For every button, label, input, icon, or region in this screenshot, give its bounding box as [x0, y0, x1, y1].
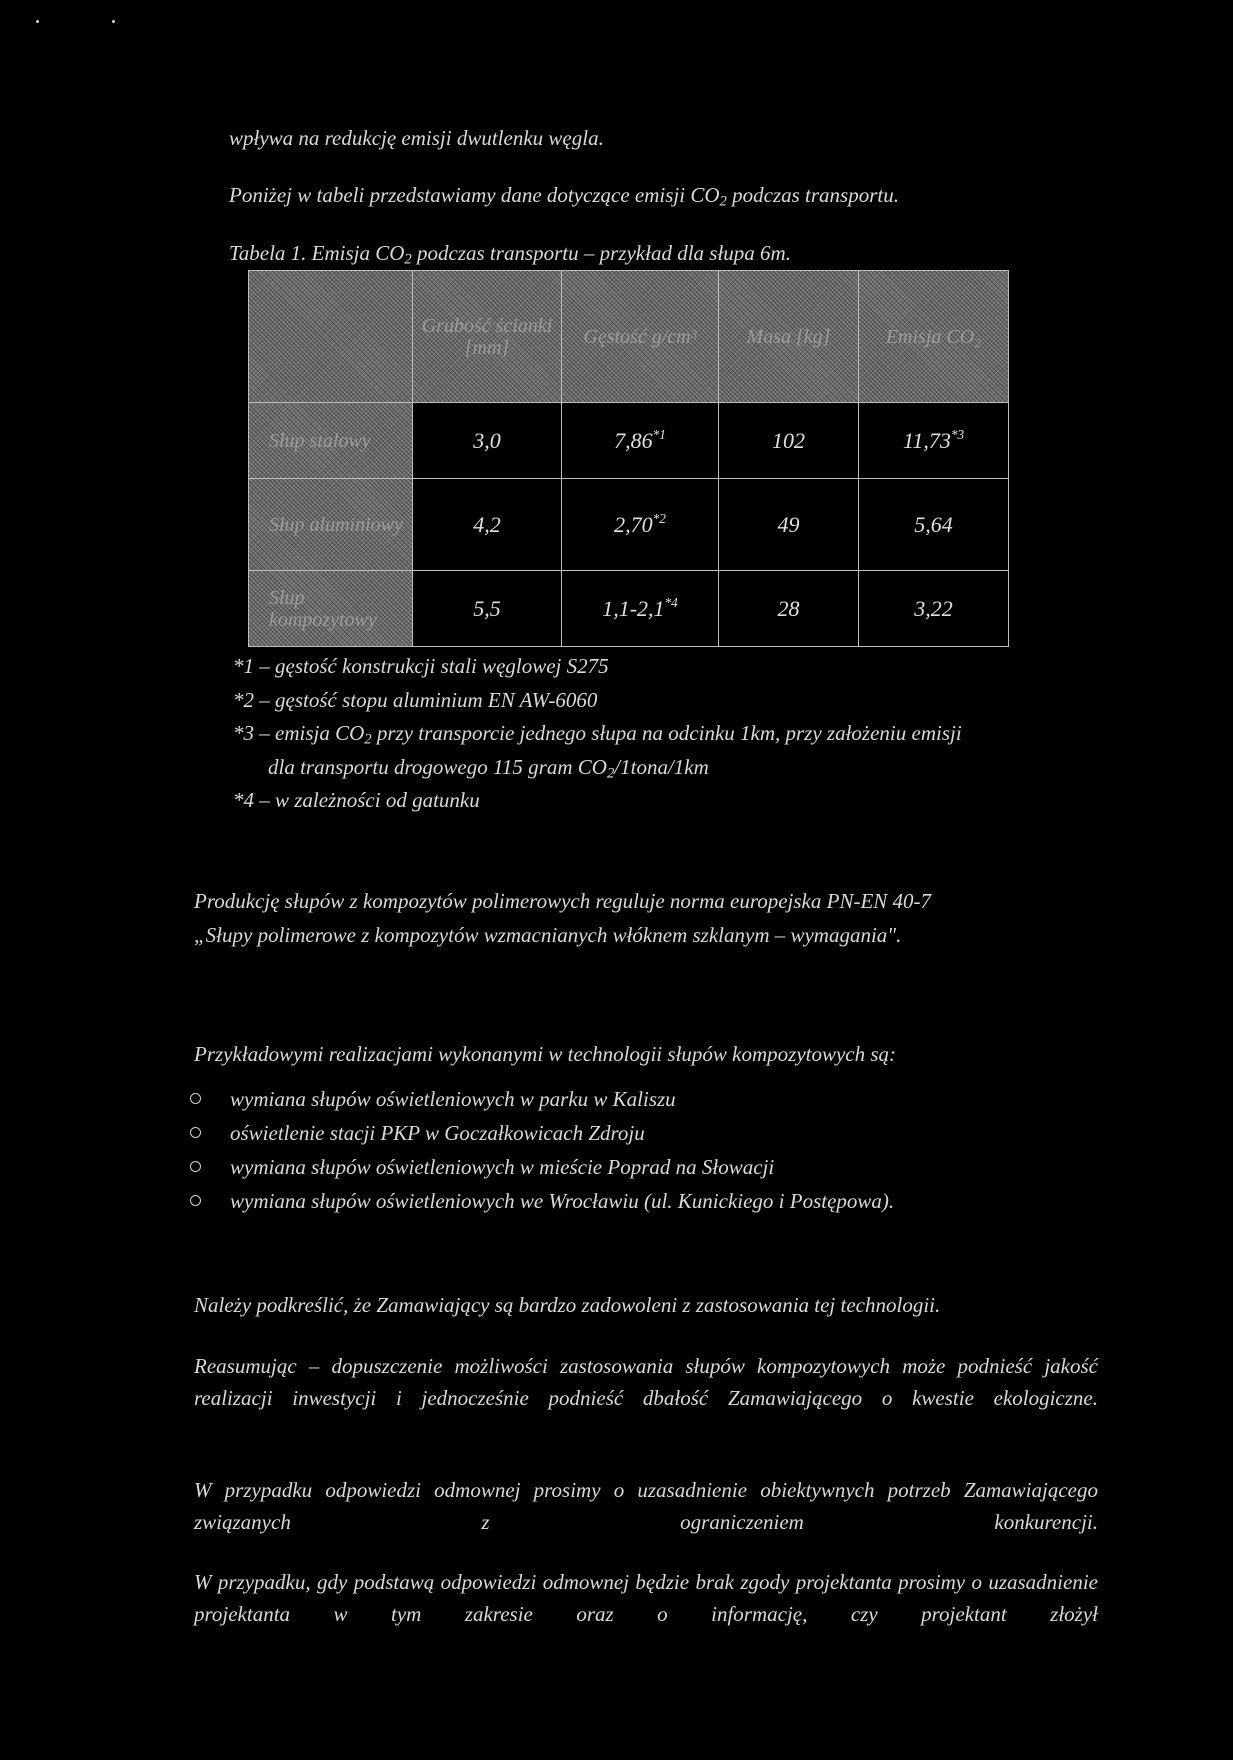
list-item: wymiana słupów oświetleniowych we Wrocławiu (ul. Kunickiego i Postępowa).: [190, 1189, 894, 1223]
cell-emission: 5,64: [859, 479, 1009, 571]
table-corner-cell: [249, 271, 413, 403]
scan-speck: [36, 20, 39, 23]
cell-density: 2,70$^{*2}$: [562, 479, 719, 571]
header-mass: Masa [kg]: [719, 271, 859, 403]
production-standard-line2: „Słupy polimerowe z kompozytów wzmacnianych włóknem szklanym – wymagania".: [194, 923, 902, 947]
paragraph-intro: wpływa na redukcję emisji dwutlenku węgla.: [229, 126, 604, 150]
cell-mass: 49: [719, 479, 859, 571]
scan-speck: [112, 20, 115, 23]
footnote-2: *2 – gęstość stopu aluminium EN AW-6060: [233, 688, 598, 712]
cell-mass: 28: [719, 571, 859, 647]
header-density: Gęstość g/cm³: [562, 271, 719, 403]
emphasis-paragraph: Należy podkreślić, że Zamawiający są bardzo zadowoleni z zastosowania tej technologii.: [194, 1293, 941, 1317]
cell-density: 1,1-2,1$^{*4}$: [562, 571, 719, 647]
footnote-1: *1 – gęstość konstrukcji stali węglowej S275: [233, 654, 609, 678]
table-row: [249, 403, 1009, 479]
designer-reply-paragraph: W przypadku, gdy podstawą odpowiedzi odmownej będzie brak zgody projektanta prosimy o uzasadnienie projektanta w tym zakresie oraz o informację, czy projektant złożył: [194, 1570, 1098, 1626]
cell-thickness: 3,0: [413, 403, 562, 479]
cell-thickness: 5,5: [413, 571, 562, 647]
header-wall-thickness: Grubość ścianki [mm]: [413, 271, 562, 403]
list-item: oświetlenie stacji PKP w Goczałkowicach Zdroju: [190, 1121, 894, 1155]
bullet-icon: [190, 1127, 201, 1138]
footnote-4: *4 – w zależności od gatunku: [233, 788, 480, 812]
cell-density: 7,86$^{*1}$: [562, 403, 719, 479]
table-row: [249, 571, 1009, 647]
cell-mass: 102: [719, 403, 859, 479]
table-row: [249, 479, 1009, 571]
row-label-aluminium: Słup aluminiowy: [249, 479, 413, 571]
cell-emission: 11,73$^{*3}$: [859, 403, 1009, 479]
footnote-3-continued: dla transportu drogowego 115 gram $CO_2/1tona/1km$: [268, 755, 709, 782]
footnote-3: *3 – emisja $CO_2$ przy transporcie jednego słupa na odcinku 1km, przy założeniu emisji: [233, 721, 962, 748]
list-item: wymiana słupów oświetleniowych w mieście Poprad na Słowacji: [190, 1155, 894, 1189]
examples-intro: Przykładowymi realizacjami wykonanymi w technologii słupów kompozytowych są:: [194, 1042, 897, 1066]
negative-reply-paragraph: W przypadku odpowiedzi odmownej prosimy o uzasadnienie obiektywnych potrzeb Zamawiającego związanych z ograniczeniem konkurencji.: [194, 1478, 1098, 1534]
row-label-composite: Słup kompozytowy: [249, 571, 413, 647]
cell-emission: 3,22: [859, 571, 1009, 647]
production-standard-line1: Produkcję słupów z kompozytów polimerowych reguluje norma europejska PN-EN 40-7: [194, 889, 932, 913]
row-label-steel: Słup stalowy: [249, 403, 413, 479]
cell-thickness: 4,2: [413, 479, 562, 571]
co2-table: [248, 270, 1008, 646]
bullet-icon: [190, 1195, 201, 1206]
table-caption: Tabela 1. Emisja $CO_2$ podczas transportu – przykład dla słupa 6m.: [229, 241, 791, 268]
list-item: wymiana słupów oświetleniowych w parku w Kaliszu: [190, 1087, 894, 1121]
bullet-icon: [190, 1093, 201, 1104]
header-co2-emission: Emisja CO₂: [859, 271, 1009, 403]
bullet-icon: [190, 1161, 201, 1172]
summary-paragraph: Reasumując – dopuszczenie możliwości zastosowania słupów kompozytowych może podnieść jakość realizacji inwestycji i jednocześnie podnieść dbałość Zamawiającego o kwestie ekologiczne.: [194, 1354, 1098, 1410]
paragraph-table-intro: Poniżej w tabeli przedstawiamy dane dotyczące emisji $CO_2$ podczas transportu.: [229, 183, 899, 210]
examples-list: [190, 1087, 894, 1223]
